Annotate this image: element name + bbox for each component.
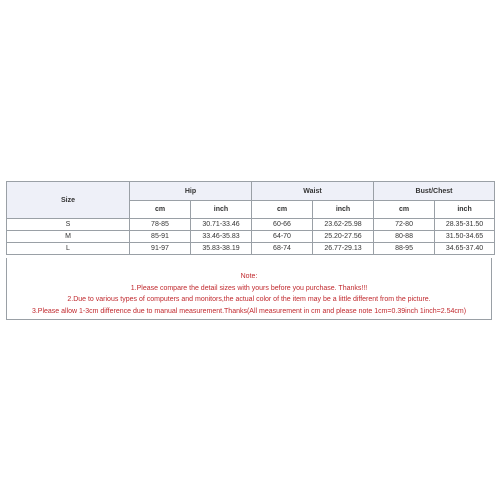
size-chart-table [6, 181, 495, 255]
unit-header: inch [435, 201, 495, 219]
size-cell: M [7, 231, 130, 243]
note-title: Note: [240, 273, 258, 280]
table-row [7, 231, 495, 243]
table-cell: 31.50-34.65 [435, 231, 495, 243]
table-cell: 64-70 [252, 231, 313, 243]
table-cell: 35.83-38.19 [191, 243, 252, 255]
unit-header: cm [374, 201, 435, 219]
size-header: Size [7, 182, 130, 219]
notes-panel [6, 258, 492, 320]
table-cell: 28.35-31.50 [435, 219, 495, 231]
size-cell: S [7, 219, 130, 231]
table-cell: 26.77-29.13 [313, 243, 374, 255]
table-cell: 60-66 [252, 219, 313, 231]
table-cell: 30.71-33.46 [191, 219, 252, 231]
table-cell: 85-91 [130, 231, 191, 243]
table-cell: 34.65-37.40 [435, 243, 495, 255]
table-row [7, 219, 495, 231]
table-cell: 33.46-35.83 [191, 231, 252, 243]
note-line: 2.Due to various types of computers and monitors,the actual color of the item may be a little different from the picture. [67, 296, 431, 303]
waist-header: Waist [252, 182, 374, 201]
table-cell: 80-88 [374, 231, 435, 243]
unit-header: inch [191, 201, 252, 219]
note-line: 3.Please allow 1-3cm difference due to manual measurement.Thanks(All measurement in cm and please note 1cm=0.39inch 1inch=2.54cm) [31, 307, 467, 315]
size-cell: L [7, 243, 130, 255]
table-row [7, 243, 495, 255]
table-cell: 78-85 [130, 219, 191, 231]
unit-header: inch [313, 201, 374, 219]
table-cell: 68-74 [252, 243, 313, 255]
table-cell: 88-95 [374, 243, 435, 255]
unit-header: cm [252, 201, 313, 219]
bust-header: Bust/Chest [374, 182, 495, 201]
table-cell: 25.20-27.56 [313, 231, 374, 243]
table-cell: 91-97 [130, 243, 191, 255]
table-cell: 72-80 [374, 219, 435, 231]
hip-header: Hip [130, 182, 252, 201]
note-line: 1.Please compare the detail sizes with yours before you purchase. Thanks!!! [130, 284, 368, 292]
header-row [7, 182, 495, 201]
table-cell: 23.62-25.98 [313, 219, 374, 231]
unit-header: cm [130, 201, 191, 219]
